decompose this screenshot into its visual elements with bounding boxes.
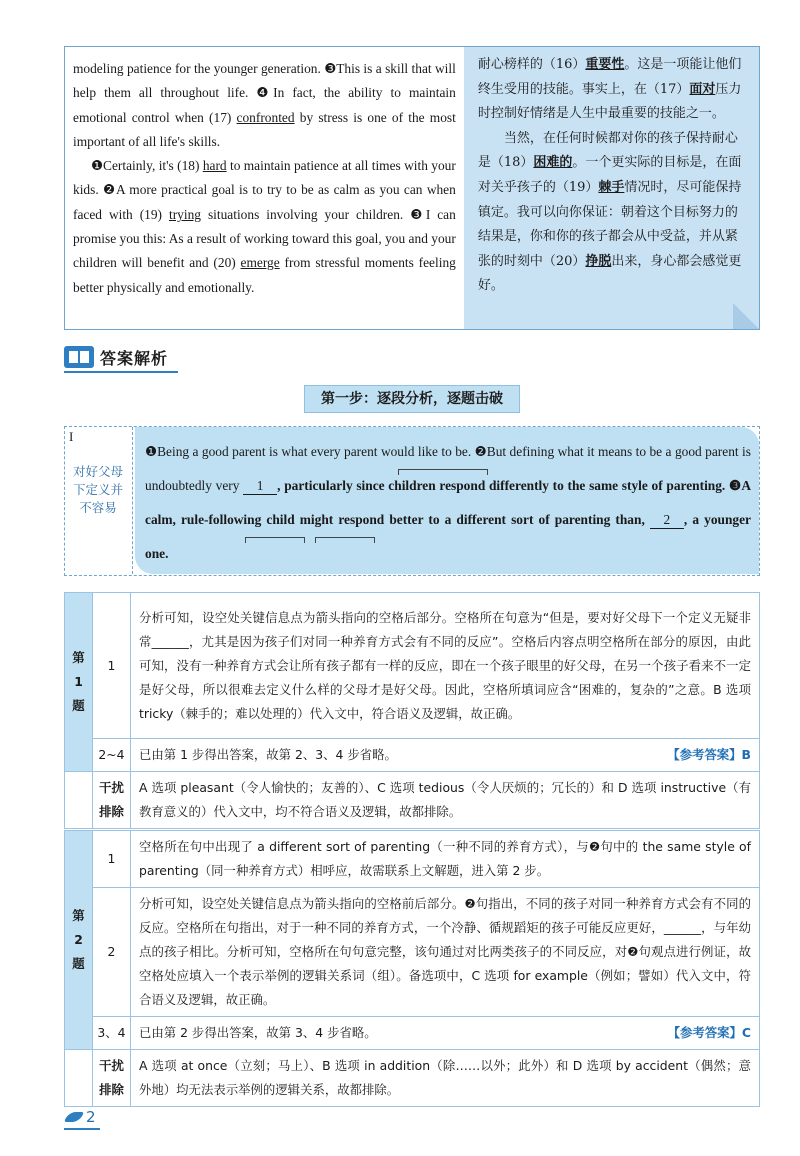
step-explanation: 分析可知，设空处关键信息点为箭头指向的空格后部分。空格所在句意为“但是，要对好父母下一个定义无疑非常______，尤其是因为孩子们对同一种养育方式会有不同的反应”。空格后内容点明空格所在部分的原因，由此可知，没有一种养育方式会让所有孩子都有一样的反应，即在一个孩子眼里的好父母，在另一个孩子看来不一定是好父母，所以很难去定义什么样的父母才是好父母。因此，空格所填词应含“困难的，复杂的”之意。B 选项 tricky（棘手的；难以处理的）代入文中，符合语义及逻辑，故正确。	[131, 593, 760, 739]
table-row	[65, 1050, 760, 1107]
distractor-label: 干扰排除	[93, 772, 131, 829]
step-explanation: 空格所在句中出现了 a different sort of parenting（一种不同的养育方式），与❷句中的 the same style of parenting（同一种养育方式）相呼应，故需联系上文解题，进入第 2 步。	[131, 831, 760, 888]
book-icon	[64, 346, 94, 368]
answer-word: trying	[168, 206, 201, 222]
blank-1: 1	[243, 478, 277, 495]
step-number: 1	[93, 593, 131, 739]
answer-section-heading	[64, 344, 168, 370]
table-row	[65, 772, 760, 829]
chinese-paragraph: 当然，在任何时候都对你的孩子保持耐心是（18）困难的。一个更实际的目标是，在面对关乎孩子的（19）棘手情况时，尽可能保持镇定。我可以向你保证：朝着这个目标努力的结果是，你和你的孩子都会从中受益，并从紧张的时刻中（20）挣脱出来，身心都会感觉更好。	[477, 130, 742, 294]
english-paragraph: ❶Certainly, it's (18) hard to maintain patience at all times with your kids. ❷A more practical goal is to try to be as calm as you can when faced with (19) trying situations involving your children. ❸I can promise you this: As a result of working toward this goal, you and your children will benefit and (20) emerge from stressful moments feeling better physically and emotionally.	[73, 158, 456, 295]
step-explanation: 已由第 2 步得出答案，故第 3、4 步省略。	[139, 1025, 377, 1040]
page-number-underline	[64, 1128, 100, 1130]
passage-box	[64, 46, 760, 330]
page-fold-decoration	[733, 303, 759, 329]
paragraph-text: ❶Being a good parent is what every parent would like to be. ❷But defining what it means to be a good parent is undoubtedly very 1 , particularly since children respond differently to the same style of parenting. ❸A calm, rule-following child might respond better to a different sort of parenting than, 2 , a younger one.	[135, 427, 759, 574]
heading-underline	[64, 371, 178, 373]
arrow-bracket	[398, 469, 488, 475]
step-number: 2	[93, 888, 131, 1017]
paragraph-summary: 对好父母下定义并不容易	[72, 464, 123, 515]
table-row	[65, 888, 760, 1017]
step-explanation: 已由第 1 步得出答案，故第 2、3、4 步省略。	[139, 747, 397, 762]
reference-answer: 【参考答案】C	[667, 1025, 751, 1040]
english-passage	[65, 47, 464, 329]
paragraph-number: I	[69, 429, 74, 444]
distractor-label: 干扰排除	[93, 1050, 131, 1107]
step-number: 2~4	[93, 739, 131, 772]
question-1-table	[64, 592, 760, 829]
answer-word: emerge	[240, 255, 280, 271]
question-label: 第 1 题	[65, 593, 93, 772]
table-row	[65, 739, 760, 772]
step-number: 1	[93, 831, 131, 888]
table-row	[65, 831, 760, 888]
leaf-icon	[64, 1112, 84, 1122]
section-title: 答案解析	[100, 348, 169, 368]
table-row	[65, 593, 760, 739]
reference-answer: 【参考答案】B	[667, 747, 751, 762]
answer-word: confronted	[236, 109, 295, 125]
answer-word: hard	[202, 158, 227, 174]
paragraph-analysis-box	[64, 426, 760, 576]
page-number: 2	[66, 1108, 96, 1126]
distractor-explanation: A 选项 at once（立刻；马上）、B 选项 in addition（除……以外；此外）和 D 选项 by accident（偶然；意外地）均无法表示举例的逻辑关系，故都排除。	[131, 1050, 760, 1107]
arrow-bracket	[245, 537, 305, 543]
question-label: 第 2 题	[65, 831, 93, 1050]
table-row	[65, 1017, 760, 1050]
step-title: 第一步：逐段分析，逐题击破	[304, 385, 520, 413]
blank-2: 2	[650, 512, 684, 529]
question-2-table	[64, 830, 760, 1107]
distractor-explanation: A 选项 pleasant（令人愉快的；友善的）、C 选项 tedious（令人厌烦的；冗长的）和 D 选项 instructive（有教育意义的）代入文中，均不符合语义及逻辑，故都排除。	[131, 772, 760, 829]
arrow-bracket	[315, 537, 375, 543]
chinese-paragraph: 耐心榜样的（16）重要性。这是一项能让他们终生受用的技能。事实上，在（17）面对压力时控制好情绪是人生中最重要的技能之一。	[477, 57, 742, 122]
step-explanation: 分析可知，设空处关键信息点为箭头指向的空格前后部分。❷句指出，不同的孩子对同一种养育方式会有不同的反应。空格所在句指出，对于一种不同的养育方式，一个冷静、循规蹈矩的孩子可能反应更好，______，与年幼点的孩子相比。分析可知，空格所在句句意完整，该句通过对比两类孩子的不同反应，对❷句观点进行例证，故空格处应填入一个表示举例的逻辑关系词（组）。备选项中，C 选项 for example（例如；譬如）代入文中，符合语义及逻辑，故正确。	[131, 888, 760, 1017]
chinese-translation	[464, 47, 759, 329]
english-paragraph: modeling patience for the younger generation. ❸This is a skill that will help them all throughout life. ❹In fact, the ability to maintain emotional control when (17) confronted by stress is one of the most important of all life's skills.	[73, 61, 456, 149]
paragraph-side-label	[65, 427, 133, 574]
step-number: 3、4	[93, 1017, 131, 1050]
